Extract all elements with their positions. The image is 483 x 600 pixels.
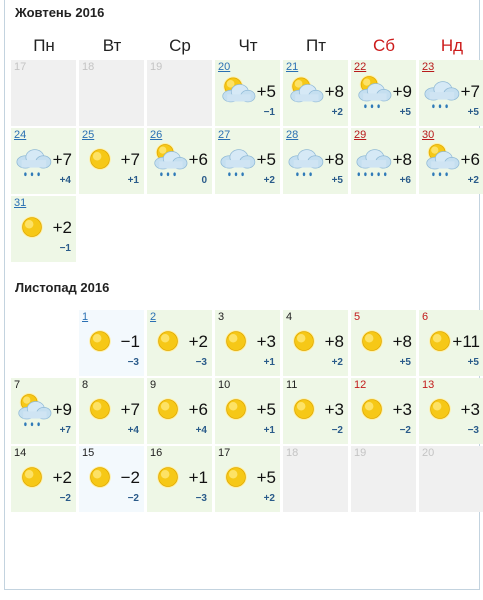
day-number-link[interactable]: 27 bbox=[218, 129, 231, 141]
night-temperature: −1 bbox=[59, 243, 71, 254]
calendar-day-cell[interactable] bbox=[11, 446, 76, 512]
day-of-week-label: Пн bbox=[33, 36, 55, 55]
day-temperature: +8 bbox=[324, 150, 344, 169]
day-temperature: +2 bbox=[52, 218, 72, 237]
night-temperature: +1 bbox=[127, 175, 139, 186]
day-temperature: +3 bbox=[460, 400, 480, 419]
day-of-week-label: Ср bbox=[169, 36, 191, 55]
calendar-day-cell[interactable] bbox=[419, 378, 483, 444]
day-temperature: −1 bbox=[120, 332, 140, 351]
day-number: 8 bbox=[82, 379, 89, 391]
calendar-day-cell bbox=[11, 60, 76, 126]
day-number-link[interactable]: 30 bbox=[422, 129, 435, 141]
month-title-november: Листопад 2016 bbox=[15, 280, 110, 295]
day-number: 9 bbox=[150, 379, 157, 391]
night-temperature: +1 bbox=[263, 425, 275, 436]
calendar-day-cell[interactable] bbox=[283, 378, 348, 444]
calendar-day-cell[interactable] bbox=[79, 378, 144, 444]
calendar-day-cell[interactable] bbox=[11, 128, 76, 194]
calendar-day-cell bbox=[79, 60, 144, 126]
night-temperature: −1 bbox=[263, 107, 275, 118]
calendar-day-cell[interactable] bbox=[147, 128, 212, 194]
partly-cloudy-rain-icon bbox=[151, 144, 185, 178]
night-temperature: −3 bbox=[195, 357, 207, 368]
day-temperature: +5 bbox=[256, 82, 276, 101]
sun-icon bbox=[219, 462, 253, 496]
day-number-link[interactable]: 20 bbox=[218, 61, 231, 73]
day-temperature: +3 bbox=[256, 332, 276, 351]
day-number: 3 bbox=[218, 311, 225, 323]
calendar-day-cell bbox=[283, 446, 348, 512]
day-temperature: +7 bbox=[120, 400, 140, 419]
day-number-link[interactable]: 25 bbox=[82, 129, 95, 141]
day-of-week-label: Чт bbox=[238, 36, 258, 55]
sun-icon bbox=[219, 394, 253, 428]
calendar-day-cell[interactable] bbox=[283, 310, 348, 376]
cloudy-rain-icon bbox=[423, 76, 457, 110]
day-number: 17 bbox=[14, 61, 27, 73]
day-number: 14 bbox=[14, 447, 27, 459]
calendar-day-cell[interactable] bbox=[215, 310, 280, 376]
calendar-day-cell[interactable] bbox=[419, 310, 483, 376]
month-title-october: Жовтень 2016 bbox=[15, 5, 105, 20]
day-of-week-label: Сб bbox=[372, 36, 395, 55]
day-number: 6 bbox=[422, 311, 429, 323]
night-temperature: +5 bbox=[467, 357, 479, 368]
calendar-day-cell[interactable] bbox=[351, 128, 416, 194]
sun-icon bbox=[15, 462, 49, 496]
calendar-day-cell bbox=[351, 446, 416, 512]
cloudy-rain-icon bbox=[15, 144, 49, 178]
night-temperature: +5 bbox=[399, 107, 411, 118]
night-temperature: −2 bbox=[331, 425, 343, 436]
day-of-week-label: Пт bbox=[305, 36, 326, 55]
sun-icon bbox=[83, 394, 117, 428]
calendar-day-cell[interactable] bbox=[419, 128, 483, 194]
day-of-week-label: Вт bbox=[102, 36, 122, 55]
night-temperature: +7 bbox=[59, 425, 71, 436]
partly-cloudy-icon bbox=[287, 76, 321, 110]
day-temperature: +11 bbox=[452, 332, 480, 351]
sun-icon bbox=[355, 394, 389, 428]
day-temperature: +9 bbox=[392, 82, 412, 101]
night-temperature: +2 bbox=[331, 357, 343, 368]
night-temperature: −2 bbox=[59, 493, 71, 504]
day-number: 18 bbox=[286, 447, 299, 459]
night-temperature: +1 bbox=[263, 357, 275, 368]
calendar-day-cell[interactable] bbox=[11, 378, 76, 444]
day-number-link[interactable]: 24 bbox=[14, 129, 27, 141]
cloudy-rain-icon bbox=[219, 144, 253, 178]
calendar-day-cell[interactable] bbox=[147, 378, 212, 444]
cloudy-rain-icon bbox=[287, 144, 321, 178]
night-temperature: −3 bbox=[467, 425, 479, 436]
day-temperature: +5 bbox=[256, 400, 276, 419]
sun-icon bbox=[83, 144, 117, 178]
weather-calendar-panel bbox=[4, 0, 480, 590]
calendar-day-cell[interactable] bbox=[283, 128, 348, 194]
day-temperature: +6 bbox=[188, 400, 208, 419]
sun-icon bbox=[287, 394, 321, 428]
day-temperature: +6 bbox=[188, 150, 208, 169]
partly-cloudy-rain-icon bbox=[423, 144, 457, 178]
day-number: 11 bbox=[286, 379, 298, 391]
sun-icon bbox=[287, 326, 321, 360]
night-temperature: +4 bbox=[59, 175, 71, 186]
day-temperature: +9 bbox=[52, 400, 72, 419]
day-number-link[interactable]: 23 bbox=[422, 61, 435, 73]
day-temperature: +5 bbox=[256, 150, 276, 169]
sun-icon bbox=[83, 326, 117, 360]
day-number-link[interactable]: 1 bbox=[82, 311, 89, 323]
partly-cloudy-rain-icon bbox=[355, 76, 389, 110]
sun-icon bbox=[219, 326, 253, 360]
day-temperature: +6 bbox=[460, 150, 480, 169]
day-temperature: +8 bbox=[392, 332, 412, 351]
day-temperature: +7 bbox=[120, 150, 140, 169]
calendar-day-cell[interactable] bbox=[351, 310, 416, 376]
sun-icon bbox=[423, 394, 457, 428]
day-number: 18 bbox=[82, 61, 95, 73]
day-number-link[interactable]: 22 bbox=[354, 61, 367, 73]
partly-cloudy-icon bbox=[219, 76, 253, 110]
calendar-day-cell[interactable] bbox=[419, 60, 483, 126]
night-temperature: +2 bbox=[263, 493, 275, 504]
day-temperature: +1 bbox=[188, 468, 208, 487]
sun-icon bbox=[15, 212, 49, 246]
day-temperature: +5 bbox=[256, 468, 276, 487]
calendar-day-cell[interactable] bbox=[215, 446, 280, 512]
calendar-day-cell[interactable] bbox=[351, 60, 416, 126]
day-number: 17 bbox=[218, 447, 231, 459]
day-number: 10 bbox=[218, 379, 231, 391]
night-temperature: −3 bbox=[127, 357, 139, 368]
night-temperature: +2 bbox=[263, 175, 275, 186]
day-number: 20 bbox=[422, 447, 435, 459]
calendar-day-cell[interactable] bbox=[79, 128, 144, 194]
day-temperature: +7 bbox=[460, 82, 480, 101]
calendar-day-cell[interactable] bbox=[215, 60, 280, 126]
day-number: 16 bbox=[150, 447, 163, 459]
day-number: 7 bbox=[14, 379, 21, 391]
day-number-link[interactable]: 26 bbox=[150, 129, 163, 141]
sun-icon bbox=[151, 326, 185, 360]
sun-icon bbox=[355, 326, 389, 360]
night-temperature: 0 bbox=[201, 175, 207, 186]
calendar-day-cell[interactable] bbox=[147, 446, 212, 512]
day-temperature: +8 bbox=[392, 150, 412, 169]
calendar-day-cell[interactable] bbox=[215, 378, 280, 444]
night-temperature: +2 bbox=[467, 175, 479, 186]
day-number: 4 bbox=[286, 311, 293, 323]
day-temperature: +2 bbox=[52, 468, 72, 487]
calendar-day-cell[interactable] bbox=[283, 60, 348, 126]
day-number-link[interactable]: 2 bbox=[150, 311, 157, 323]
sun-icon bbox=[83, 462, 117, 496]
calendar-day-cell[interactable] bbox=[79, 446, 144, 512]
night-temperature: +5 bbox=[467, 107, 479, 118]
day-temperature: +3 bbox=[392, 400, 412, 419]
day-temperature: +8 bbox=[324, 332, 344, 351]
night-temperature: −3 bbox=[195, 493, 207, 504]
calendar-day-cell[interactable] bbox=[11, 196, 76, 262]
day-temperature: −2 bbox=[120, 468, 140, 487]
night-temperature: −2 bbox=[127, 493, 139, 504]
calendar-day-cell[interactable] bbox=[351, 378, 416, 444]
day-of-week-label: Нд bbox=[440, 36, 464, 55]
night-temperature: +5 bbox=[331, 175, 343, 186]
calendar-day-cell bbox=[147, 60, 212, 126]
calendar-day-cell[interactable] bbox=[147, 310, 212, 376]
calendar-day-cell[interactable] bbox=[215, 128, 280, 194]
calendar-day-cell[interactable] bbox=[79, 310, 144, 376]
partly-cloudy-rain-icon bbox=[15, 394, 49, 428]
day-number-link[interactable]: 29 bbox=[354, 129, 367, 141]
day-temperature: +7 bbox=[52, 150, 72, 169]
day-temperature: +3 bbox=[324, 400, 344, 419]
day-number-link[interactable]: 28 bbox=[286, 129, 299, 141]
day-number: 19 bbox=[354, 447, 367, 459]
day-temperature: +8 bbox=[324, 82, 344, 101]
cloudy-heavy-rain-icon bbox=[355, 144, 389, 178]
day-number: 13 bbox=[422, 379, 435, 391]
sun-icon bbox=[151, 394, 185, 428]
day-number: 19 bbox=[150, 61, 163, 73]
sun-icon bbox=[151, 462, 185, 496]
day-number: 15 bbox=[82, 447, 95, 459]
calendar-day-cell bbox=[11, 310, 76, 376]
day-number-link[interactable]: 31 bbox=[14, 197, 27, 209]
night-temperature: −2 bbox=[399, 425, 411, 436]
night-temperature: +4 bbox=[127, 425, 139, 436]
calendar-day-cell bbox=[419, 446, 483, 512]
night-temperature: +2 bbox=[331, 107, 343, 118]
night-temperature: +4 bbox=[195, 425, 207, 436]
night-temperature: +6 bbox=[399, 175, 411, 186]
night-temperature: +5 bbox=[399, 357, 411, 368]
day-number: 5 bbox=[354, 311, 361, 323]
day-number: 12 bbox=[354, 379, 367, 391]
day-temperature: +2 bbox=[188, 332, 208, 351]
day-number-link[interactable]: 21 bbox=[286, 61, 299, 73]
